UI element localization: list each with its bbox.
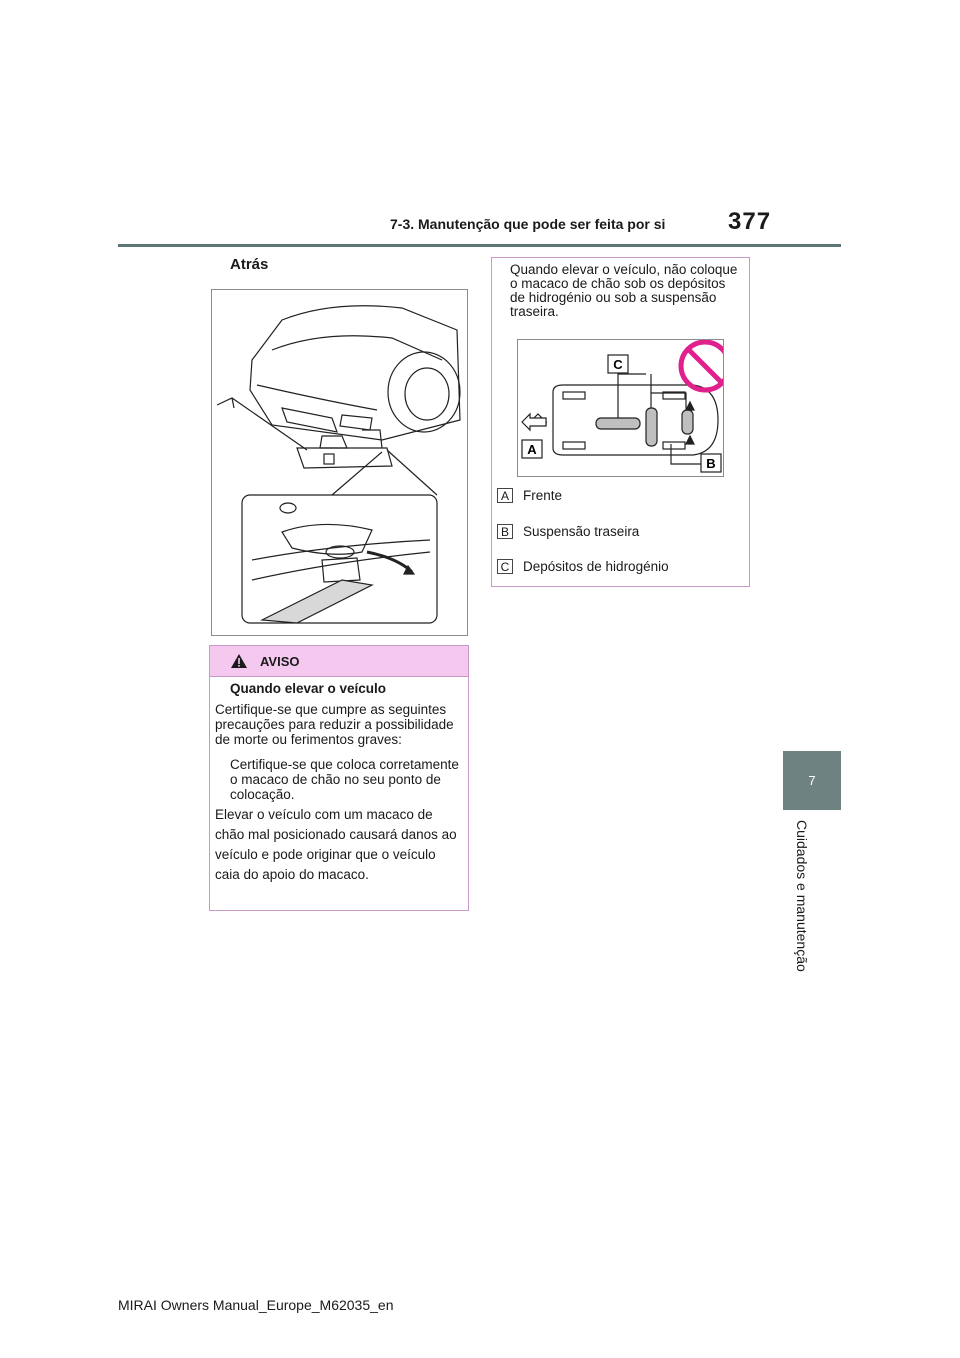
legend-item-front [497,488,562,503]
warning-label: AVISO [260,653,300,669]
jacking-caution-text: Quando elevar o veículo, não coloque o macaco de chão sob os depósitos de hidrogénio ou sob a suspensão traseira. [510,262,738,319]
legend-text-front: Frente [523,488,563,503]
legend-key-b: B [497,524,513,539]
legend-key-c: C [497,559,513,574]
diagram-label-a: A [527,442,537,457]
page-number: 377 [728,208,772,235]
sub-heading: Atrás [230,256,269,273]
legend-key-a: A [497,488,513,503]
chapter-title: Cuidados e manutenção [794,820,810,972]
legend-item-rear-suspension [497,524,639,539]
warning-subtitle: Quando elevar o veículo [230,681,387,696]
underbody-diagram-drawing [518,340,723,476]
section-title: 7-3. Manutenção que pode ser feita por si [390,216,666,232]
diagram-label-b: B [706,456,716,471]
legend-text-rear-suspension: Suspensão traseira [523,524,640,539]
diagram-label-c: C [613,357,623,372]
jack-illustration [211,289,468,636]
warning-body [210,677,468,885]
prohibition-icon [681,342,723,390]
legend-text-hydrogen-tanks: Depósitos de hidrogénio [523,559,669,574]
warning-intro: Certifique-se que cumpre as seguintes precauções para reduzir a possibilidade de morte ou ferimentos graves: [215,702,454,747]
footer-manual-id: MIRAI Owners Manual_Europe_M62035_en [118,1297,394,1313]
warning-triangle-icon [230,653,248,669]
warning-box [209,645,469,911]
warning-bullet: Certifique-se que coloca corretamente o macaco de chão no seu ponto de colocação. [230,757,459,802]
underbody-diagram [517,339,724,477]
jack-illustration-drawing [212,290,467,635]
jacking-caution-box [491,257,750,587]
chapter-number: 7 [808,773,816,788]
header-divider [118,244,841,247]
chapter-tab[interactable] [783,751,841,810]
warning-header [210,646,468,677]
legend-item-hydrogen-tanks [497,559,669,574]
warning-consequence: Elevar o veículo com um macaco de chão mal posicionado causará danos ao veículo e pode originar que o veículo caia do apoio do macaco. [215,807,457,882]
